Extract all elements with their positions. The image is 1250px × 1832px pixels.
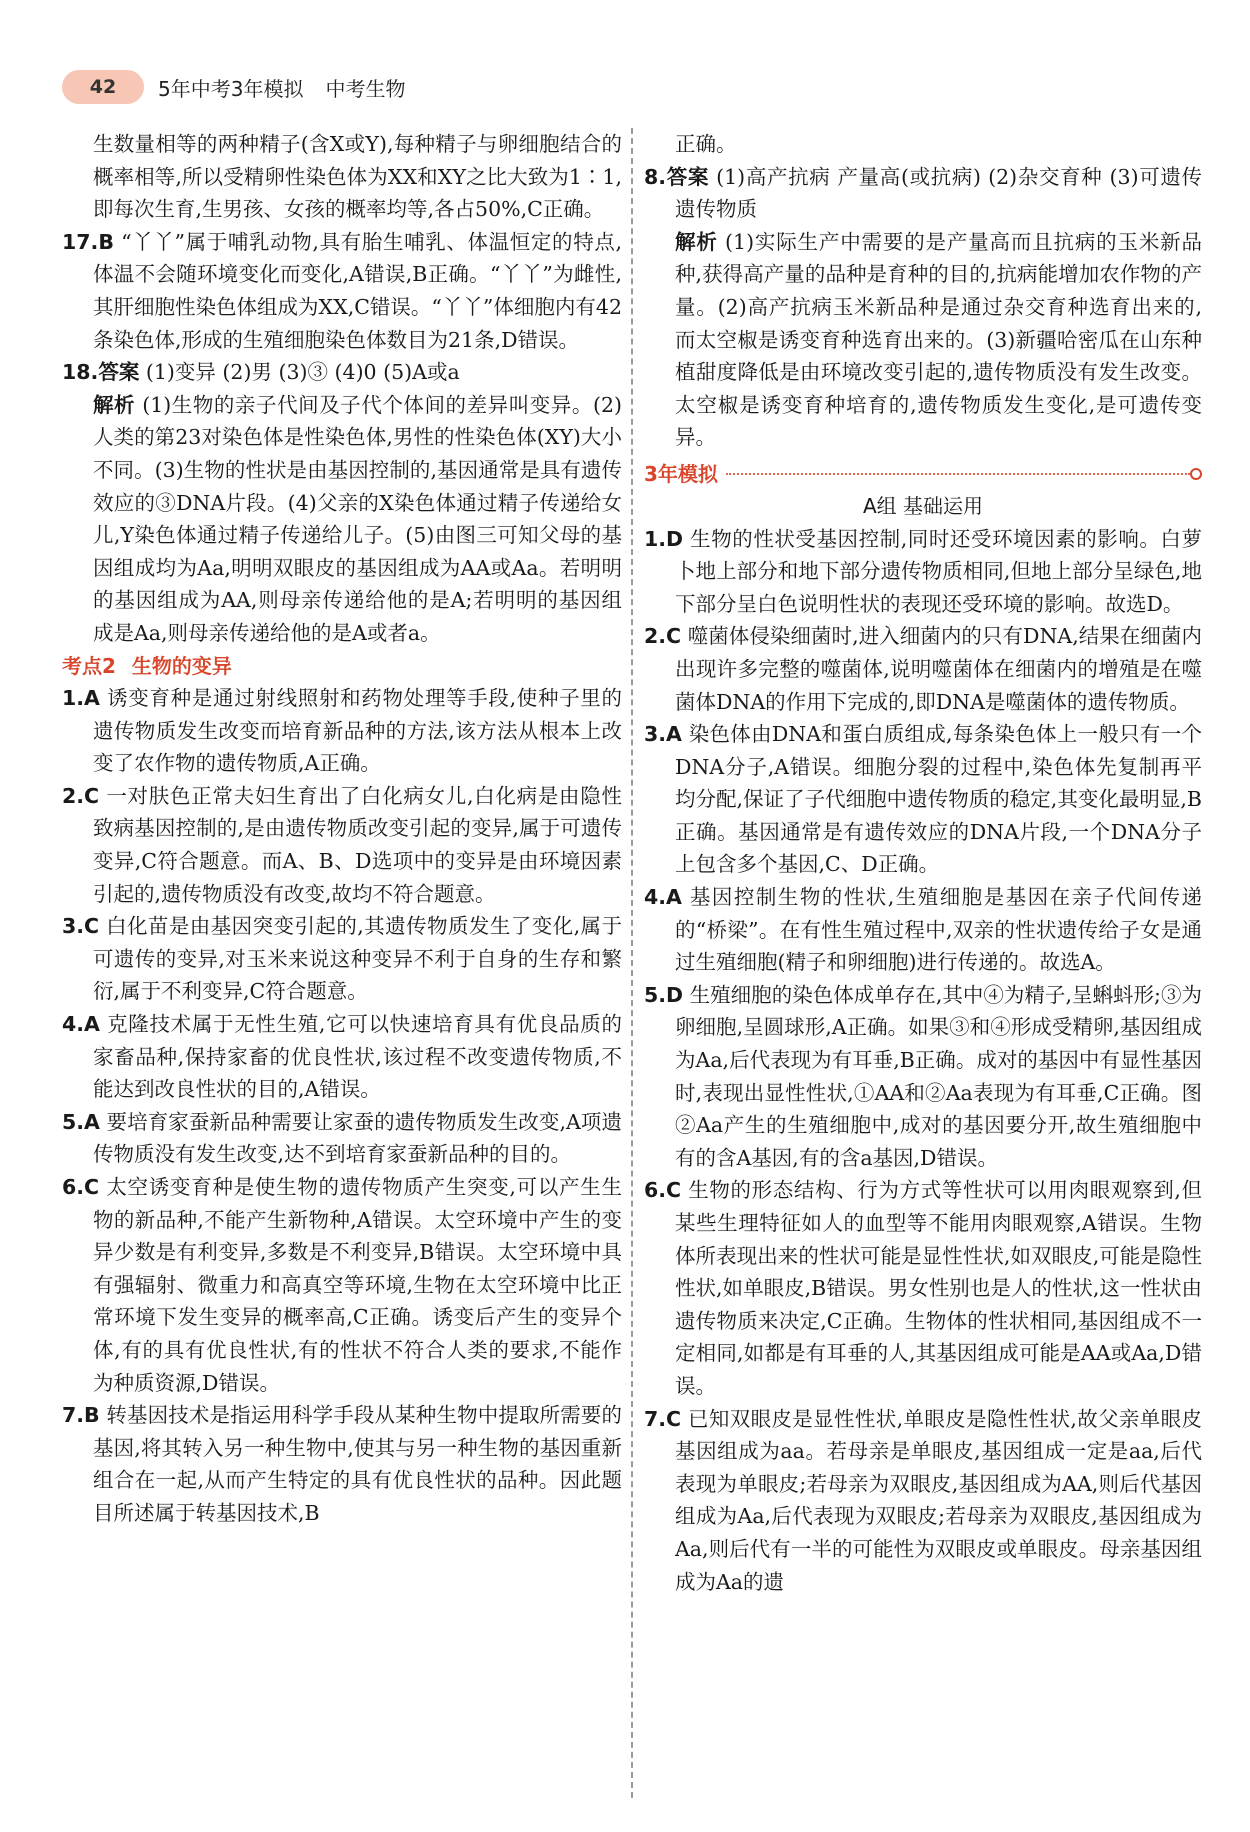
- answer-item-17: 17.B “丫丫”属于哺乳动物,具有胎生哺乳、体温恒定的特点,体温不会随环境变化而变化,A错误,B正确。“丫丫”为雌性,其肝细胞性染色体组成为XX,C错误。“丫丫”体细胞内有42条染色体,形成的生殖细胞染色体数目为21条,D错误。: [62, 229, 622, 352]
- left-column: [62, 128, 622, 1530]
- answer-item-1: 1.D 生物的性状受基因控制,同时还受环境因素的影响。白萝卜地上部分和地下部分遗传物质相同,但地上部分呈绿色,地下部分呈白色说明性状的表现还受环境的影响。故选D。: [644, 526, 1202, 616]
- section-banner: 3年模拟: [644, 458, 1202, 490]
- answer-item-4: 4.A 克隆技术属于无性生殖,它可以快速培育具有优良品质的家畜品种,保持家畜的优良性状,该过程不改变遗传物质,不能达到改良性状的目的,A错误。: [62, 1012, 622, 1102]
- book-title: 5年中考3年模拟: [158, 76, 304, 101]
- column-divider: [631, 128, 633, 1798]
- banner-end-dot: [1190, 468, 1202, 480]
- answer-item-6: 6.C 太空诱变育种是使生物的遗传物质产生突变,可以产生生物的新品种,不能产生新物种,A错误。太空环境中产生的变异少数是有利变异,多数是不利变异,B错误。太空环境中具有强辐射、微重力和高真空等环境,生物在太空环境中比正常环境下发生变异的概率高,C正确。诱变后产生的变异个体,有的具有优良性状,有的性状不符合人类的要求,不能作为种质资源,D错误。: [62, 1175, 622, 1395]
- continuation-text: 正确。: [675, 132, 737, 156]
- right-column: [644, 128, 1202, 1598]
- book-subject: 中考生物: [325, 76, 406, 101]
- section-heading-2: 考点2 生物的变异: [62, 653, 232, 678]
- answer-item-6: 6.C 生物的形态结构、行为方式等性状可以用肉眼观察到,但某些生理特征如人的血型等不能用肉眼观察,A错误。生物体所表现出来的性状可能是显性性状,如双眼皮,可能是隐性性状,如单眼皮,B错误。男女性别也是人的性状,这一性状由遗传物质来决定,C正确。生物体的性状相同,基因组成不一定相同,如都是有耳垂的人,其基因组成可能是AA或Aa,D错误。: [644, 1178, 1202, 1398]
- answer-item-3: 3.A 染色体由DNA和蛋白质组成,每条染色体上一般只有一个DNA分子,A错误。细胞分裂的过程中,染色体先复制再平均分配,保证了子代细胞中遗传物质的稳定,其变化最明显,B正确。基因通常是有遗传效应的DNA片段,一个DNA分子上包含多个基因,C、D正确。: [644, 722, 1202, 877]
- page-number-badge: 42: [62, 70, 144, 104]
- answer-item-8: 8.答案 (1)高产抗病 产量高(或抗病) (2)杂交育种 (3)可遗传 遗传物质: [644, 164, 1202, 222]
- analysis-8: 解析 (1)实际生产中需要的是产量高而且抗病的玉米新品种,获得高产量的品种是育种的目的,抗病能增加农作物的产量。(2)高产抗病玉米新品种是通过杂交育种选育出来的,而太空椒是诱变育种选育出来的。(3)新疆哈密瓜在山东种植甜度降低是由环境改变引起的,遗传物质没有发生改变。太空椒是诱变育种培育的,遗传物质发生变化,是可遗传变异。: [675, 229, 1202, 450]
- banner-dotted-line: [726, 473, 1190, 475]
- analysis-18: 解析 (1)生物的亲子代间及子代个体间的差异叫变异。(2)人类的第23对染色体是性染色体,男性的性染色体(XY)大小不同。(3)生物的性状是由基因控制的,基因通常是具有遗传效应的③DNA片段。(4)父亲的X染色体通过精子传递给女儿,Y染色体通过精子传递给儿子。(5)由图三可知父母的基因组成均为Aa,明明双眼皮的基因组成为AA或Aa。若明明的基因组成为AA,则母亲传递给他的是A;若明明的基因组成是Aa,则母亲传递给他的是A或者a。: [93, 392, 622, 645]
- answer-item-4: 4.A 基因控制生物的性状,生殖细胞是基因在亲子代间传递的“桥梁”。在有性生殖过程中,双亲的性状遗传给子女是通过生殖细胞(精子和卵细胞)进行传递的。故选A。: [644, 885, 1202, 975]
- answer-item-1: 1.A 诱变育种是通过射线照射和药物处理等手段,使种子里的遗传物质发生改变而培育新品种的方法,该方法从根本上改变了农作物的遗传物质,A正确。: [62, 686, 622, 776]
- answer-item-2: 2.C 噬菌体侵染细菌时,进入细菌内的只有DNA,结果在细菌内出现许多完整的噬菌体,说明噬菌体在细菌内的增殖是在噬菌体DNA的作用下完成的,即DNA是噬菌体的遗传物质。: [644, 624, 1202, 714]
- answer-item-7: 7.B 转基因技术是指运用科学手段从某种生物中提取所需要的基因,将其转入另一种生物中,使其与另一种生物的基因重新组合在一起,从而产生特定的具有优良性状的品种。因此题目所述属于转基因技术,B: [62, 1403, 622, 1525]
- intro-continuation: 生数量相等的两种精子(含X或Y),每种精子与卵细胞结合的概率相等,所以受精卵性染色体为XX和XY之比大致为1∶1,即每次生育,生男孩、女孩的概率均等,各占50%,C正确。: [93, 132, 622, 222]
- page-header: [62, 68, 1222, 106]
- answer-item-7: 7.C 已知双眼皮是显性性状,单眼皮是隐性性状,故父亲单眼皮基因组成为aa。若母亲是单眼皮,基因组成一定是aa,后代表现为单眼皮;若母亲为双眼皮,基因组成为AA,则后代基因组成为Aa,后代表现为双眼皮;若母亲为双眼皮,基因组成为Aa,则后代有一半的可能性为双眼皮或单眼皮。母亲基因组成为Aa的遗: [644, 1406, 1203, 1594]
- answer-item-2: 2.C 一对肤色正常夫妇生育出了白化病女儿,白化病是由隐性致病基因控制的,是由遗传物质改变引起的变异,属于可遗传变异,C符合题意。而A、B、D选项中的变异是由环境因素引起的,遗传物质没有改变,故均不符合题意。: [62, 783, 622, 906]
- answer-item-18: 18.答案 (1)变异 (2)男 (3)③ (4)0 (5)A或a: [62, 360, 460, 385]
- answer-item-3: 3.C 白化苗是由基因突变引起的,其遗传物质发生了变化,属于可遗传的变异,对玉米来说这种变异不利于自身的生存和繁衍,属于不利变异,C符合题意。: [62, 914, 622, 1004]
- group-title: A组 基础运用: [862, 493, 984, 518]
- answer-item-5: 5.D 生殖细胞的染色体成单存在,其中④为精子,呈蝌蚪形;③为卵细胞,呈圆球形,A正确。如果③和④形成受精卵,基因组成为Aa,后代表现为有耳垂,B正确。成对的基因中有显性基因时,表现出显性性状,①AA和②Aa表现为有耳垂,C正确。图②Aa产生的生殖细胞中,成对的基因要分开,故生殖细胞中有的含A基因,有的含a基因,D错误。: [644, 982, 1202, 1170]
- answer-item-5: 5.A 要培育家蚕新品种需要让家蚕的遗传物质发生改变,A项遗传物质没有发生改变,达不到培育家蚕新品种的目的。: [62, 1109, 622, 1167]
